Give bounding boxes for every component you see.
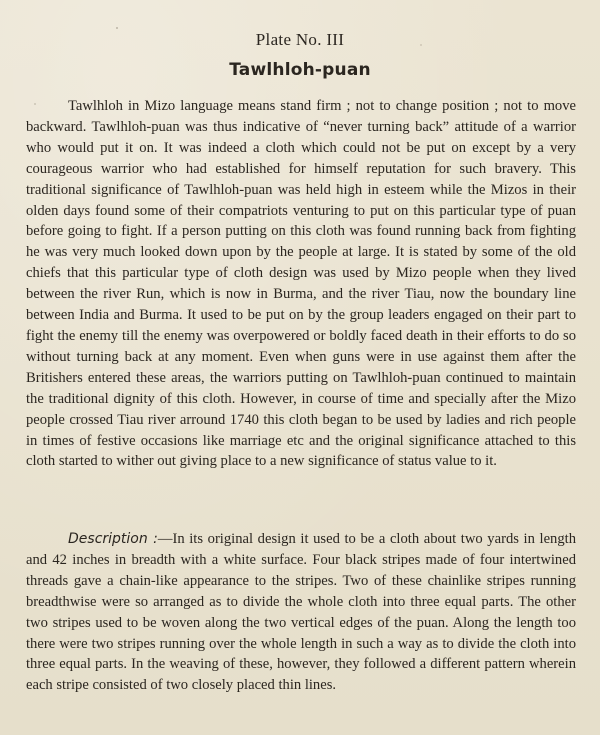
description-lead: Description : xyxy=(68,531,158,547)
body-paragraph-description xyxy=(26,529,576,696)
body-paragraph-history: Tawlhloh in Mizo language means stand firm ; not to change position ; not to move backward. Tawlhloh-puan was thus indicative of “never turning back” attitude of a warrior who would put it on. It was indeed a cloth which could not be put on except by a very courageous warrior who had established for himself reputation for such bravery. This traditional significance of Tawlhloh-puan was held high in esteem while the Mizos in their olden days found some of their compatriots venturing to put on this particular type of puan before going to fight. If a person putting on this cloth was found running back from fighting he was very much looked down upon by the people at large. It is stated by some of the old chiefs that this particular type of cloth design was used by Mizo people when they lived between the river Run, which is now in Burma, and the river Tiau, now the boundary line between India and Burma. It used to be put on by the group leaders engaged on their part to fight the enemy till the enemy was overpowered or boldly faced death in their efforts to do so without turning back at any moment. Even when guns were in use against them after the Britishers entered these areas, the warriors putting on Tawlhloh-puan continued to maintain the traditional dignity of this cloth. However, in course of time and specially after the Mizo people crossed Tiau river arround 1740 this cloth began to be used by ladies and rich people in times of festive occasions like marriage etc and the original significance attached to this cloth started to wither out giving place to a new significance of status value to it. xyxy=(26,98,576,470)
page-subtitle: Tawlhloh-puan xyxy=(229,60,371,80)
description-text: —In its original design it used to be a cloth about two yards in length and 42 inches in breadth with a white surface. Four black stripes made of four intertwined threads gave a chain-like appearance to the stripes. Two of these chainlike stripes running breadthwise were so arranged as to divide the whole cloth into three equal parts. The other two stripes used to be woven along the two vertical edges of the puan. Along the length too there were two stripes running over the whole length in such a way as to divide the cloth into three equal parts. In the weaving of these, however, they followed a different pattern wherein each stripe consisted of two closely placed thin lines. xyxy=(26,531,576,694)
plate-title: Plate No. III xyxy=(255,30,345,49)
paper-speck xyxy=(116,27,118,29)
